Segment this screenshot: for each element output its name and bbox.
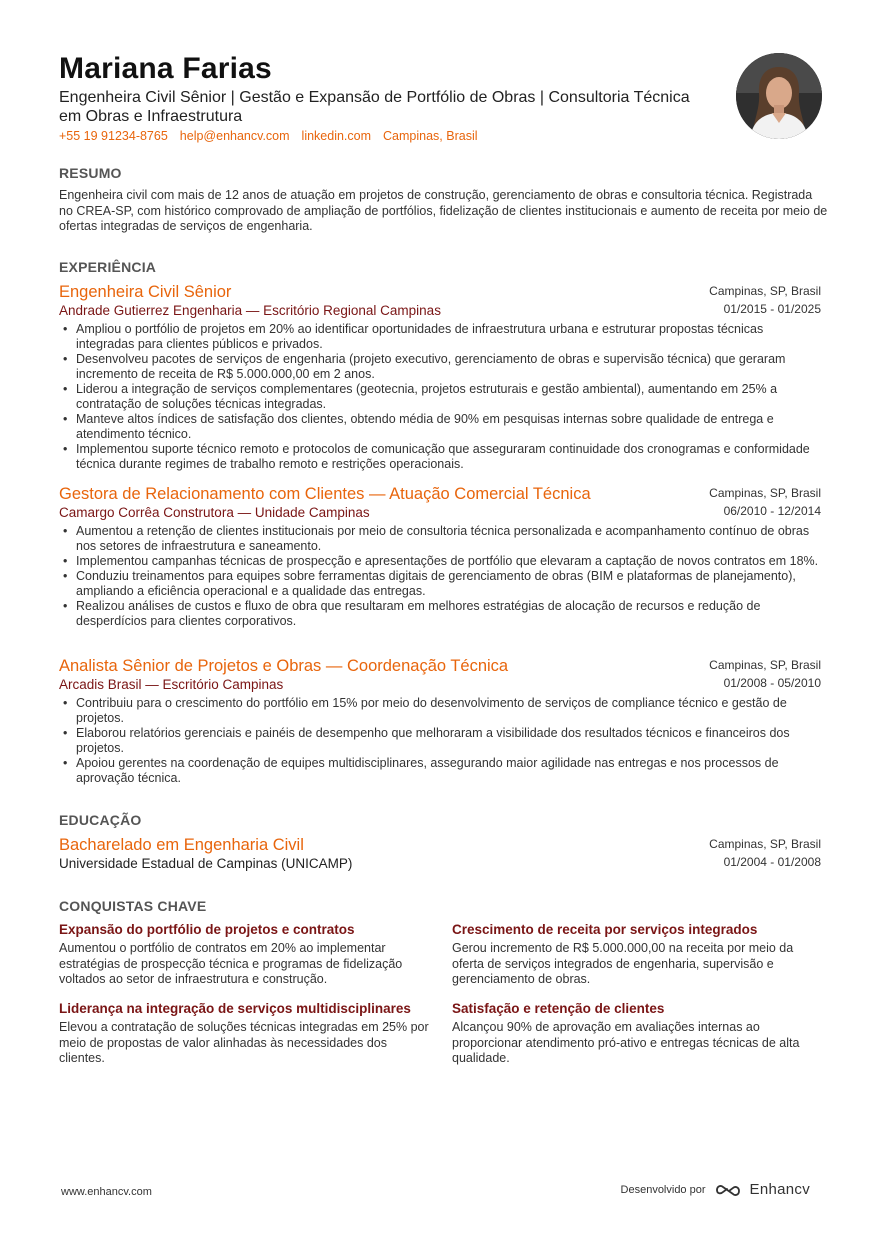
list-item: • Ampliou o portfólio de projetos em 20% ao identificar oportunidades de infraestrutura urbana e estruturar propostas técnicas integradas para clientes públicos e privados. xyxy=(59,322,821,352)
list-item: • Conduziu treinamentos para equipes sobre ferramentas digitais de gerenciamento de obras (BIM e plataformas de planejamento), ampliando a eficiência operacional e a qualidade das entregas. xyxy=(59,569,821,599)
list-item: • Aumentou a retenção de clientes institucionais por meio de consultoria técnica personalizada e acompanhamento contínuo de obras nos setores de infraestrutura e saneamento. xyxy=(59,524,821,554)
achievement-item xyxy=(59,1000,429,1067)
job-dates: 01/2015 - 01/2025 xyxy=(723,302,821,316)
achievement-desc: Alcançou 90% de aprovação em avaliações internas ao proporcionar atendimento pró-ativo e entregas técnicas de alta qualidade. xyxy=(452,1020,800,1065)
candidate-headline: Engenheira Civil Sênior | Gestão e Expansão de Portfólio de Obras | Consultoria Técnica em Obras e Infraestrutura xyxy=(59,89,690,125)
school-name: Universidade Estadual de Campinas (UNICAMP) xyxy=(59,856,353,871)
list-item: • Apoiou gerentes na coordenação de equipes multidisciplinares, assegurando maior agilidade nas entregas e nos processos de aprovação técnica. xyxy=(59,756,821,786)
list-item: • Implementou suporte técnico remoto e protocolos de comunicação que asseguraram continuidade dos cronogramas e conformidade técnica durante regimes de trabalho remoto e restrições operacionais. xyxy=(59,442,821,472)
job-company: Camargo Corrêa Construtora — Unidade Campinas xyxy=(59,505,370,520)
degree-title: Bacharelado em Engenharia Civil xyxy=(59,836,304,854)
achievement-desc: Aumentou o portfólio de contratos em 20% ao implementar estratégias de prospecção técnica e programas de fidelização voltados ao setor de infraestrutura e construção. xyxy=(59,941,403,986)
candidate-name: Mariana Farias xyxy=(59,52,272,85)
list-item: • Implementou campanhas técnicas de prospecção e apresentações de portfólio que elevaram a captação de novos contratos em 18%. xyxy=(59,554,821,569)
phone-link[interactable]: +55 19 91234-8765 xyxy=(59,129,168,143)
job-meta xyxy=(709,484,821,520)
list-item: • Liderou a integração de serviços complementares (geotecnia, projetos estruturais e gestão ambiental), aumentando em 25% a contratação de soluções técnicas integradas. xyxy=(59,382,821,412)
education-meta xyxy=(709,835,821,871)
achievement-title: Satisfação e retenção de clientes xyxy=(452,1001,665,1016)
education-dates: 01/2004 - 01/2008 xyxy=(723,855,821,869)
achievements-section-title: CONQUISTAS CHAVE xyxy=(59,898,207,914)
job-location: Campinas, SP, Brasil xyxy=(709,284,821,298)
email-link[interactable]: help@enhancv.com xyxy=(179,129,290,143)
summary-section-title: RESUMO xyxy=(59,165,122,181)
job-entry xyxy=(59,484,821,629)
achievement-desc: Gerou incremento de R$ 5.000.000,00 na receita por meio da oferta de serviços integrados de engenharia, supervisão e gerenciamento de obras. xyxy=(452,941,794,986)
education-section-title: EDUCAÇÃO xyxy=(59,812,142,828)
job-company: Andrade Gutierrez Engenharia — Escritório Regional Campinas xyxy=(59,303,441,318)
list-item: • Realizou análises de custos e fluxo de obra que resultaram em melhores estratégias de alocação de recursos e redução de desperdícios para clientes corporativos. xyxy=(59,599,821,629)
education-entry xyxy=(59,835,821,872)
avatar-portrait-icon xyxy=(736,53,822,139)
list-item: • Desenvolveu pacotes de serviços de engenharia (projeto executivo, gerenciamento de obras e supervisão técnica) que geraram incremento de receita de R$ 5.000.000,00 em 2 anos. xyxy=(59,352,821,382)
brand-name: Enhancv xyxy=(749,1181,810,1198)
enhancv-logo-icon xyxy=(714,1182,742,1198)
job-bullets xyxy=(59,322,821,472)
linkedin-link[interactable]: linkedin.com xyxy=(301,129,372,143)
job-location: Campinas, SP, Brasil xyxy=(709,658,821,672)
job-title: Engenheira Civil Sênior xyxy=(59,283,232,301)
footer-website-link[interactable]: www.enhancv.com xyxy=(61,1186,152,1198)
job-bullets xyxy=(59,524,821,629)
job-location: Campinas, SP, Brasil xyxy=(709,486,821,500)
contact-row xyxy=(59,129,478,143)
achievement-title: Expansão do portfólio de projetos e contratos xyxy=(59,922,355,937)
achievement-item xyxy=(452,921,822,988)
list-item: • Contribuiu para o crescimento do portfólio em 15% por meio do desenvolvimento de serviços de compliance técnico e gestão de projetos. xyxy=(59,696,821,726)
education-location: Campinas, SP, Brasil xyxy=(709,837,821,851)
list-item: • Elaborou relatórios gerenciais e painéis de desempenho que melhoraram a visibilidade dos resultados técnicos e financeiros dos projetos. xyxy=(59,726,821,756)
location-text: Campinas, Brasil xyxy=(383,129,478,143)
summary-text: Engenheira civil com mais de 12 anos de atuação em projetos de construção, gerenciamento de obras e consultoria técnica. Registrada no CREA-SP, com histórico comprovado de ampliação de portfólios, fidelização de clientes institucionais e aumento de receita por meio de ofertas integradas de serviços de engenharia. xyxy=(59,188,828,233)
job-meta xyxy=(709,656,821,692)
job-entry xyxy=(59,282,821,472)
job-entry xyxy=(59,656,821,786)
job-title: Analista Sênior de Projetos e Obras — Coordenação Técnica xyxy=(59,657,509,675)
achievement-item xyxy=(452,1000,822,1067)
job-dates: 01/2008 - 05/2010 xyxy=(723,676,821,690)
achievement-item xyxy=(59,921,429,988)
achievement-desc: Elevou a contratação de soluções técnicas integradas em 25% por meio de propostas de valor alinhadas às necessidades dos clientes. xyxy=(59,1020,429,1065)
job-meta xyxy=(709,282,821,318)
footer-branding xyxy=(621,1181,810,1198)
achievement-title: Crescimento de receita por serviços integrados xyxy=(452,922,758,937)
list-item: • Manteve altos índices de satisfação dos clientes, obtendo média de 90% em pesquisas internas sobre qualidade de entrega e atendimento técnico. xyxy=(59,412,821,442)
job-bullets xyxy=(59,696,821,786)
job-company: Arcadis Brasil — Escritório Campinas xyxy=(59,677,284,692)
job-title: Gestora de Relacionamento com Clientes — Atuação Comercial Técnica xyxy=(59,485,591,503)
job-dates: 06/2010 - 12/2014 xyxy=(723,504,821,518)
powered-by-text: Desenvolvido por xyxy=(620,1183,706,1196)
avatar xyxy=(736,53,822,139)
experience-section-title: EXPERIÊNCIA xyxy=(59,259,157,275)
achievement-title: Liderança na integração de serviços multidisciplinares xyxy=(59,1001,411,1016)
